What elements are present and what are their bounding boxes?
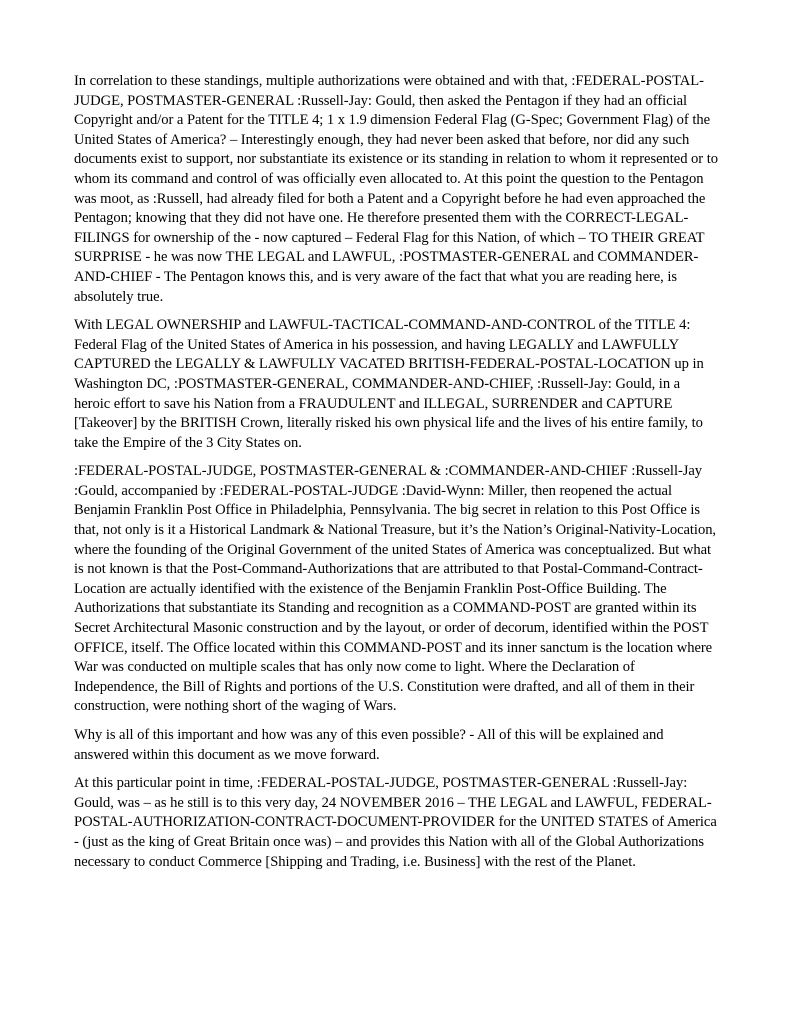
document-page xyxy=(74,72,719,881)
paragraph-franklin-post-office: :FEDERAL-POSTAL-JUDGE, POSTMASTER-GENERAL & :COMMANDER-AND-CHIEF :Russell-Jay :Gould, accompanied by :FEDERAL-POSTAL-JUDGE :David-Wynn: Miller, then reopened the actual Benjamin Franklin Post Office in Philadelphia, Pennsylvania. The big secret in relation to this Post Office is that, not only is it a Historical Landmark & National Treasure, but it’s the Nation’s Original-Nativity-Location, where the founding of the Original Government of the united States of America was conceptualized. But what is not known is that the Post-Command-Authorizations that are attributed to that Postal-Command-Contract-Location are actually identified with the existence of the Benjamin Franklin Post-Office Building. The Authorizations that substantiate its Standing and recognition as a COMMAND-POST are granted within its Secret Architectural Masonic construction and by the layout, or order of decorum, identified within the POST OFFICE, itself. The Office located within this COMMAND-POST and its inner sanctum is the location where War was conducted on multiple scales that has only now come to light. Where the Declaration of Independence, the Bill of Rights and portions of the U.S. Constitution were drafted, and all of them in their construction, were nothing short of the waging of Wars. xyxy=(74,463,717,715)
paragraph-why-important: Why is all of this important and how was any of this even possible? - All of this will be explained and answered within this document as we move forward. xyxy=(74,727,664,763)
paragraph-authorization-provider: At this particular point in time, :FEDERAL-POSTAL-JUDGE, POSTMASTER-GENERAL :Russell-Jay: Gould, was – as he still is to this very day, 24 NOVEMBER 2016 – THE LEGAL and LAWFUL, FEDERAL-POSTAL-AUTHORIZATION-CONTRACT-DOCUMENT-PROVIDER for the UNITED STATES of America - (just as the king of Great Britain once was) – and provides this Nation with all of the Global Authorizations necessary to conduct Commerce [Shipping and Trading, i.e. Business] with the rest of the Planet. xyxy=(74,775,717,870)
paragraph-flag-copyright: In correlation to these standings, multiple authorizations were obtained and with that, :FEDERAL-POSTAL-JUDGE, POSTMASTER-GENERAL :Russell-Jay: Gould, then asked the Pentagon if they had an official Copyright and/or a Patent for the TITLE 4; 1 x 1.9 dimension Federal Flag (G-Spec; Government Flag) of the United States of America? – Interestingly enough, they had never been asked that before, nor did any such documents exist to support, nor substantiate its existence or its standing in relation to whom it represented or to whom its command and control of was officially even allocated to. At this point the question to the Pentagon was moot, as :Russell, had already filed for both a Patent and a Copyright before he had even approached the Pentagon; knowing that they did not have one. He therefore presented them with the CORRECT-LEGAL-FILINGS for ownership of the - now captured – Federal Flag for this Nation, of which – TO THEIR GREAT SURPRISE - he was now THE LEGAL and LAWFUL, :POSTMASTER-GENERAL and COMMANDER-AND-CHIEF - The Pentagon knows this, and is very aware of the fact that what you are reading here, is absolutely true. xyxy=(74,73,718,305)
paragraph-tactical-command: With LEGAL OWNERSHIP and LAWFUL-TACTICAL-COMMAND-AND-CONTROL of the TITLE 4: Federal Flag of the United States of America in his possession, and having LEGALLY and LAWFULLY CAPTURED the LEGALLY & LAWFULLY VACATED BRITISH-FEDERAL-POSTAL-LOCATION up in Washington DC, :POSTMASTER-GENERAL, COMMANDER-AND-CHIEF, :Russell-Jay: Gould, in a heroic effort to save his Nation from a FRAUDULENT and ILLEGAL, SURRENDER and CAPTURE [Takeover] by the BRITISH Crown, literally risked his own physical life and the lives of his entire family, to take the Empire of the 3 City States on. xyxy=(74,317,704,451)
